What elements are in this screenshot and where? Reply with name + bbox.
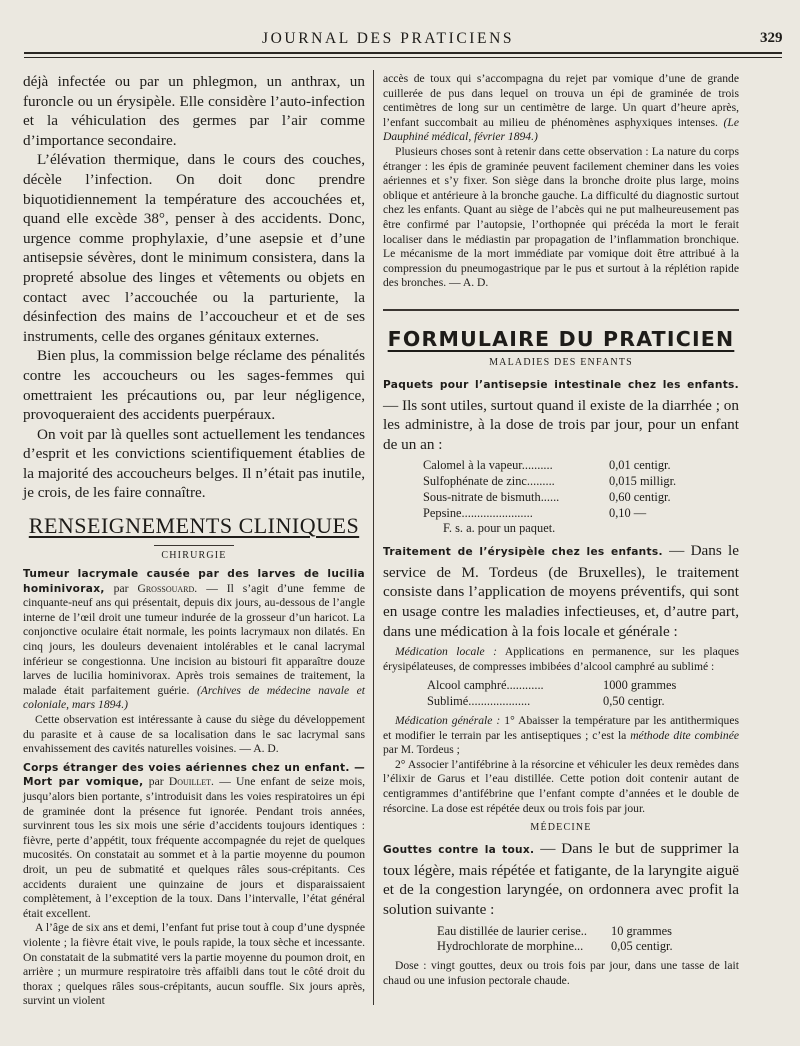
dose-note [383,959,739,988]
body: Applications en permanence, sur les plaques érysipélateuses, de compresses imbibées d’alcool camphré au sublimé : [383,645,739,673]
formulaire-top-rule [383,309,739,311]
paragraph: Bien plus, la commission belge réclame des pénalités contre les accoucheurs ou les sages-femmes qui omettraient les précautions ou, par leur négligence, provoqueraient des accidents puerpéraux. [23,347,365,424]
case-title: Corps étranger des voies aériennes chez un enfant. — Mort par vomique, [23,761,365,789]
case-source: (Le Dauphiné médical, février 1894.) [383,115,740,144]
entry-title: Traitement de l’érysipèle chez les enfants. [383,546,663,559]
recipe-row: Hydrochlorate de morphine... 0,05 centigr. [437,939,673,954]
recipe-gouttes [437,924,739,956]
medication-locale [383,645,739,674]
case-source: (Archives de médecine navale et coloniale, mars 1894.) [23,683,365,712]
entry-body: — Dans le service de M. Tordeus (de Bruxelles), le traitement consiste dans l’application de moyens préventifs, qui sont en usage contre les maladies infectieuses, et, d’autre part, dans une médication à la fois locale et générale : [383,542,740,640]
case-foreign-body [23,761,365,922]
section-title: RENSEIGNEMENTS CLINIQUES [28,513,360,539]
case-body: — Une enfant de seize mois, jusqu’alors bien portante, s’introduisit dans les voies respiratoires un épi de graminée dont la présence fut ignorée. Pendant trois années, survinrent tous les six mois une série d’accidents toujours identiques : fièvre, perte d’appétit, toux fréquente accompagnée du rejet de quelques mucosités. On constatait au sommet et à la partie moyenne du poumon droit, un peu de submatité et quelques râles sous-crépitants. Ces accidents duraient une quinzaine de jours et disparaissaient complètement, à l’exception de la toux. Dans l’intervalle, l’état général était excellent. [23,775,365,920]
recipe-row: Sous-nitrate de bismuth...... 0,60 centigr. [423,489,671,504]
page-number: 329 [760,30,783,46]
body: 1° Abaisser la température par les antithermiques et modifier le terrain par les antiseptiques ; c’est la [383,714,739,742]
case-body: — Il s’agit d’une femme de cinquante-neuf ans qui présentait, depuis dix jours, au-dessous de l’angle interne de l’œil droit une tumeur indurée de la grosseur d’un haricot. La conjonctive oculaire était normale, les points lacrymaux non dilatés. En cinq jours, les douleurs devenaient intolérables et le canal lacrymal inférieur se congestionna. Une incision au bistouri fit apparaître douze larves de lucilia hominivorax. Après trois semaines de traitement, la malade était parfaitement guérie. [23,581,366,697]
body: par M. Tordeus ; [383,743,460,757]
case-commentary: Plusieurs choses sont à retenir dans cette observation : La nature du corps étranger : les épis de graminée peuvent facilement cheminer dans les voies aériennes et s’y fixer. Son siège dans la bronche droite plus large, moins oblique et antérieure à la bronche gauche. La difficulté du diagnostic surtout chez les enfants. Quant au siège de l’abcès qui ne put malheureusement pas être confirmé par l’autopsie, l’orthopnée qui précéda la mort le ferait localiser dans le médiastin par propagation de l’inflammation bronchique. Le mécanisme de la mort immédiate par vomique doit être attribué à la compression du pneumogastrique par le pus et surtout à la réplétion rapide des bronches. — A. D. [383,144,739,290]
running-title: JOURNAL DES PRATICIENS [262,30,515,47]
recipe-paquets [423,458,739,537]
method-label: méthode dite combinée [630,728,739,742]
entry-title: Gouttes contre la toux. [383,844,535,857]
author-prefix: par [148,775,164,789]
label: Médication locale : [395,645,498,659]
case-body: accès de toux qui s’accompagna du rejet par vomique d’une de grande cuillerée de pus dans lequel on trouva un épi de graminée de trois centimètres de long sur un centimètre de large. Un quart d’heure après, l’enfant succombait au milieu de phénomènes asphyxiques intenses. [383,72,739,129]
gouttes-entry [383,839,739,919]
recipe-row: Alcool camphré............ 1000 grammes [427,678,677,693]
formulaire-body [383,541,739,641]
recipe-row: Calomel à la vapeur.......... 0,01 centigr. [423,458,671,473]
formulaire-title: FORMULAIRE DU PRATICIEN [387,326,735,351]
paragraph [383,72,739,145]
obstetrics-article [23,72,365,503]
clinical-cases [23,567,365,1009]
header-rule [24,52,782,54]
case-author: Douillet. [168,775,214,789]
medication-generale [383,714,739,816]
paquets-entry [383,374,739,454]
case-lacrymal [23,567,365,713]
entry-title: Paquets pour l’antisepsie intestinale chez les enfants. [383,378,739,391]
column-divider [373,70,374,1005]
entry-body: — Ils sont utiles, surtout quand il existe de la diarrhée ; on les administre, à la dose de trois par jour, pour un enfant de un an : [383,396,739,453]
left-column [23,72,365,1009]
header-rule-thin [24,57,782,58]
recipe-instruction: F. s. a. pour un paquet. [443,521,556,536]
subsection-heading: CHIRURGIE [161,550,227,562]
formulaire-body [383,374,739,454]
subsection-heading: MALADIES DES ENFANTS [489,356,633,368]
author-prefix: par [113,581,129,595]
paragraph [383,714,739,758]
case-author: Grossouard. [137,581,198,595]
recipe-compresses [427,678,739,710]
case-body-continued: A l’âge de six ans et demi, l’enfant fut prise tout à coup d’une dyspnée violente ; la fièvre était vive, le pouls rapide, la toux sèche et incessante. On constatait de la submatité vers la partie moyenne du poumon droit, en arrière ; un murmure respiratoire très affaibli dans tout le côté droit du thorax ; quelques râles sous-crépitants, aucun souffle. Six jours après, survint un violent [23,921,365,1008]
paragraph: L’élévation thermique, dans le cours des couches, décèle l’infection. On doit donc prendre biquotidiennement la température des accouchées et, quand elle excède 38°, penser à des accidents. Donc, urgence comme prophylaxie, d’une asepsie et d’une antisepsie sévères, dont le minimum consistera, dans la propreté absolue des linges et vêtements ou objets en contact avec l’accouchée ou la parturiente, la désinfection des mains de l’accoucheur et et de ses instruments, celle des organes génitaux externes. [23,151,365,345]
case-note: Cette observation est intéressante à cause du siège du développement du parasite et à cause de sa localisation dans le sac lacrymal sans envahissement des cavités naturelles voisines. — A. D. [23,713,365,756]
section-ornament-rule [154,545,234,546]
paragraph: 2° Associer l’antifébrine à la résorcine et véhiculer les deux remèdes dans l’élixir de Garus et l’eau distillée. Cette potion doit contenir autant de centigrammes d’antifébrine que l’enfant compte d’années et le double de résorcine. La dose est répétée deux ou trois fois par jour. [383,757,739,815]
recipe-row: Pepsine....................... 0,10 — [423,505,647,520]
recipe-row: Sulfophénate de zinc......... 0,015 milligr. [423,474,677,489]
recipe-row: Eau distillée de laurier cerise.. 10 grammes [437,923,672,938]
right-column [383,72,739,988]
subsection-heading: MÉDECINE [530,822,592,834]
paragraph: On voit par là quelles sont actuellement les tendances d’esprit et les convictions scientifiquement établies de la majorité des accoucheurs belges. Il n’était pas inutile, je crois, de les faire connaître. [23,425,365,502]
recipe-row: Sublimé.................... 0,50 centigr. [427,694,665,709]
paragraph [383,645,739,674]
paragraph: Dose : vingt gouttes, deux ou trois fois par jour, dans une tasse de lait chaud ou une infusion pectorale chaude. [383,959,739,987]
paragraph: déjà infectée ou par un phlegmon, un anthrax, un furoncle ou un érysipèle. Elle considère l’auto-infection et la véhiculation des germes par l’air comme d’importance secondaire. [23,73,365,149]
case-title: Tumeur lacrymale causée par des larves de lucilia hominivorax, [23,568,365,595]
label: Médication générale : [395,714,501,728]
case-continuation [383,72,739,291]
entry-body: — Dans le but de supprimer la toux légère, mais répétée et fatigante, de la laryngite aiguë et de la congestion laryngée, on ordonnera avec profit la solution suivante : [383,840,739,918]
erysipele-entry [383,541,739,641]
formulaire-body [383,839,739,919]
